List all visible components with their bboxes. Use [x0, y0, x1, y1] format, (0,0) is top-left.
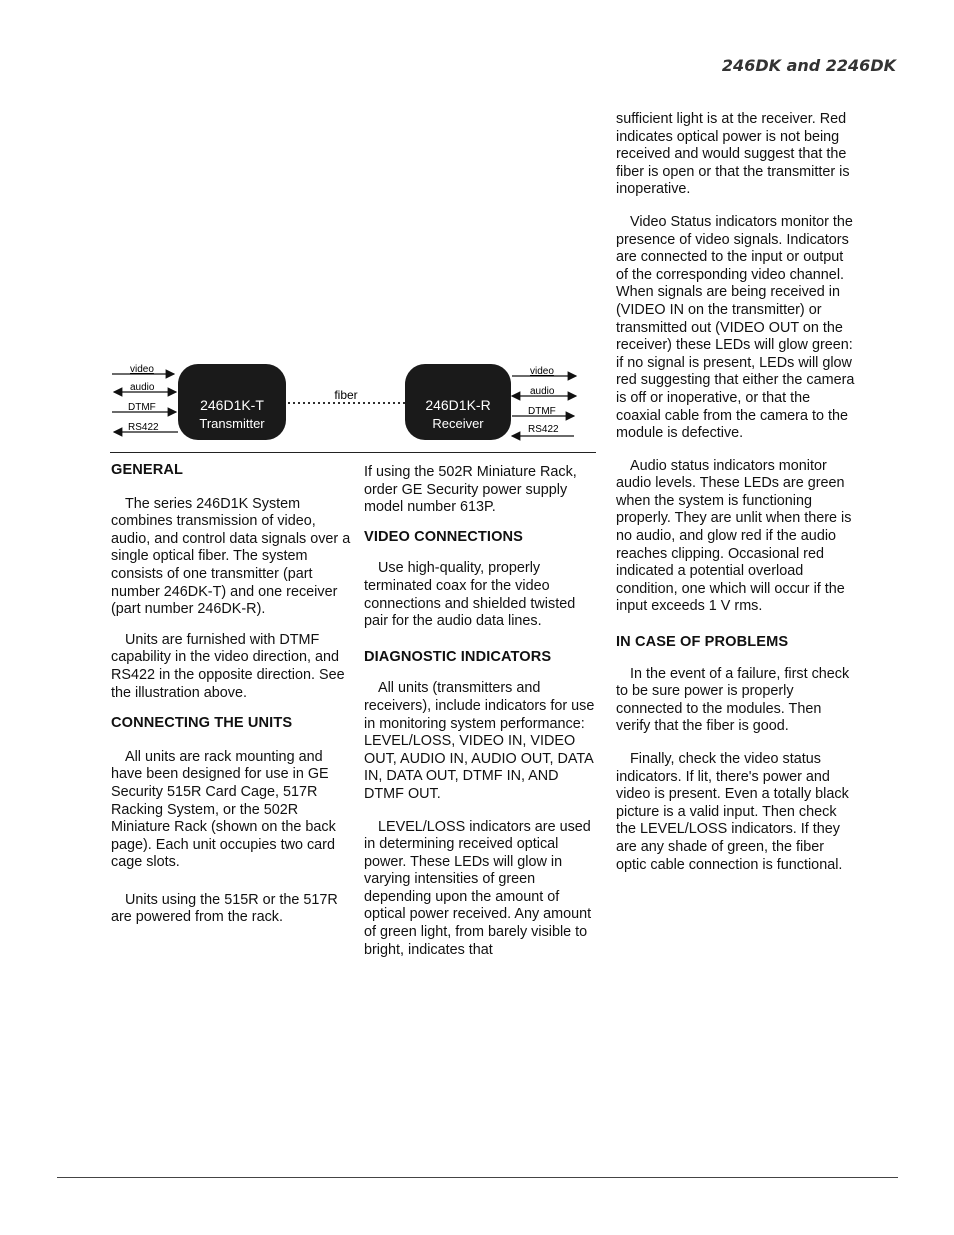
footer-divider	[57, 1177, 898, 1178]
transmitter-model: 246D1K-T	[200, 397, 264, 413]
left-signal-audio-label: audio	[130, 382, 155, 393]
problems-paragraph-1: In the event of a failure, first check to be sure power is properly connected to the modules. Then verify that the fiber is good.	[616, 665, 850, 735]
level-loss-continued-paragraph: sufficient light is at the receiver. Red indicates optical power is not being received and would suggest that the fiber is open or that the transmitter is inoperative.	[616, 111, 850, 198]
system-diagram	[110, 358, 598, 458]
diagnostic-indicators-heading: DIAGNOSTIC INDICATORS	[364, 648, 552, 665]
left-signal-rs422	[114, 422, 178, 433]
video-status-paragraph: Video Status indicators monitor the presence of video signals. Indicators are connected to the input or output of the corresponding video channel. When signals are being received in (VIDEO IN on the transmitter) or transmitted out (VIDEO OUT on the receiver) these LEDs will glow green: if no signal is present, LEDs will glow red suggesting that either the camera is off or inoperative, or that the coaxial cable from the camera to the module is defective.	[616, 213, 855, 442]
left-signal-dtmf	[112, 402, 176, 413]
video-connections-paragraph: Use high-quality, properly terminated coax for the video connections and shielded twisted pair for the audio data lines.	[364, 560, 576, 630]
in-case-of-problems-heading: IN CASE OF PROBLEMS	[616, 634, 789, 651]
right-signal-audio	[512, 386, 576, 397]
general-heading: GENERAL	[111, 462, 184, 478]
right-signal-dtmf	[512, 406, 574, 417]
rack-paragraph: If using the 502R Miniature Rack, order GE Security power supply model number 613P.	[364, 464, 577, 516]
page-header-title: 246DK and 2246DK	[721, 56, 896, 75]
right-signal-rs422	[512, 424, 574, 436]
general-paragraph-1: The series 246D1K System combines transmission of video, audio, and control data signals over a single optical fiber. The system consists of one transmitter (part number 246DK-T) and one receiver (part number 246DK-R).	[111, 495, 351, 618]
right-signal-video	[512, 366, 576, 377]
audio-status-paragraph: Audio status indicators monitor audio levels. These LEDs are green when the system is functioning properly. They are unlit when there is no audio, and glow red if the audio reaches clipping. Occasional red indicated a potential overload condition, one which will occur if the input exceeds 1 V rms.	[616, 457, 852, 615]
right-signal-video-label: video	[530, 366, 554, 377]
column-right	[616, 111, 858, 887]
left-signal-audio	[114, 382, 176, 393]
connecting-heading: CONNECTING THE UNITS	[111, 715, 293, 732]
right-signal-audio-label: audio	[530, 386, 555, 397]
fiber-label: fiber	[334, 388, 358, 402]
receiver-model: 246D1K-R	[425, 397, 491, 413]
column-left	[111, 462, 351, 940]
right-signal-rs422-label: RS422	[528, 424, 559, 435]
right-signal-dtmf-label: DTMF	[528, 406, 556, 417]
general-paragraph-2: Units are furnished with DTMF capability in the video direction, and RS422 in the opposite direction. See the illustration above.	[111, 631, 345, 701]
left-signal-video-label: video	[130, 364, 154, 375]
receiver-label: Receiver	[432, 416, 484, 431]
connecting-paragraph-1: All units are rack mounting and have been designed for use in GE Security 515R Card Cage, 517R Racking System, or the 502R Miniature Rack (shown on the back page). Each unit occupies two card cage slots.	[111, 748, 336, 871]
video-connections-heading: VIDEO CONNECTIONS	[364, 528, 524, 545]
left-signal-rs422-label: RS422	[128, 422, 159, 433]
diagnostic-paragraph-1: All units (transmitters and receivers), include indicators for use in monitoring system performance: LEVEL/LOSS, VIDEO IN, VIDEO OUT, AUDIO IN, AUDIO OUT, DATA IN, DATA OUT, DTMF IN, AND DTMF OUT.	[364, 680, 595, 802]
diagram-divider	[110, 452, 596, 453]
connecting-paragraph-2: Units using the 515R or the 517R are powered from the rack.	[111, 891, 338, 926]
transmitter-label: Transmitter	[199, 416, 265, 431]
column-middle	[364, 464, 600, 972]
left-signal-dtmf-label: DTMF	[128, 402, 156, 413]
problems-paragraph-2: Finally, check the video status indicators. If lit, there's power and video is present. Even a totally black picture is a valid input. Then check the LEVEL/LOSS indicators. If they are any shade of green, the fiber optic cable connection is functional.	[616, 751, 849, 873]
left-signal-video	[112, 364, 174, 375]
diagnostic-paragraph-2: LEVEL/LOSS indicators are used in determining received optical power. These LEDs will glow in varying intensities of green depending upon the amount of optical power received. Any amount of green light, from barely visible to bright, indicates that	[364, 818, 592, 958]
